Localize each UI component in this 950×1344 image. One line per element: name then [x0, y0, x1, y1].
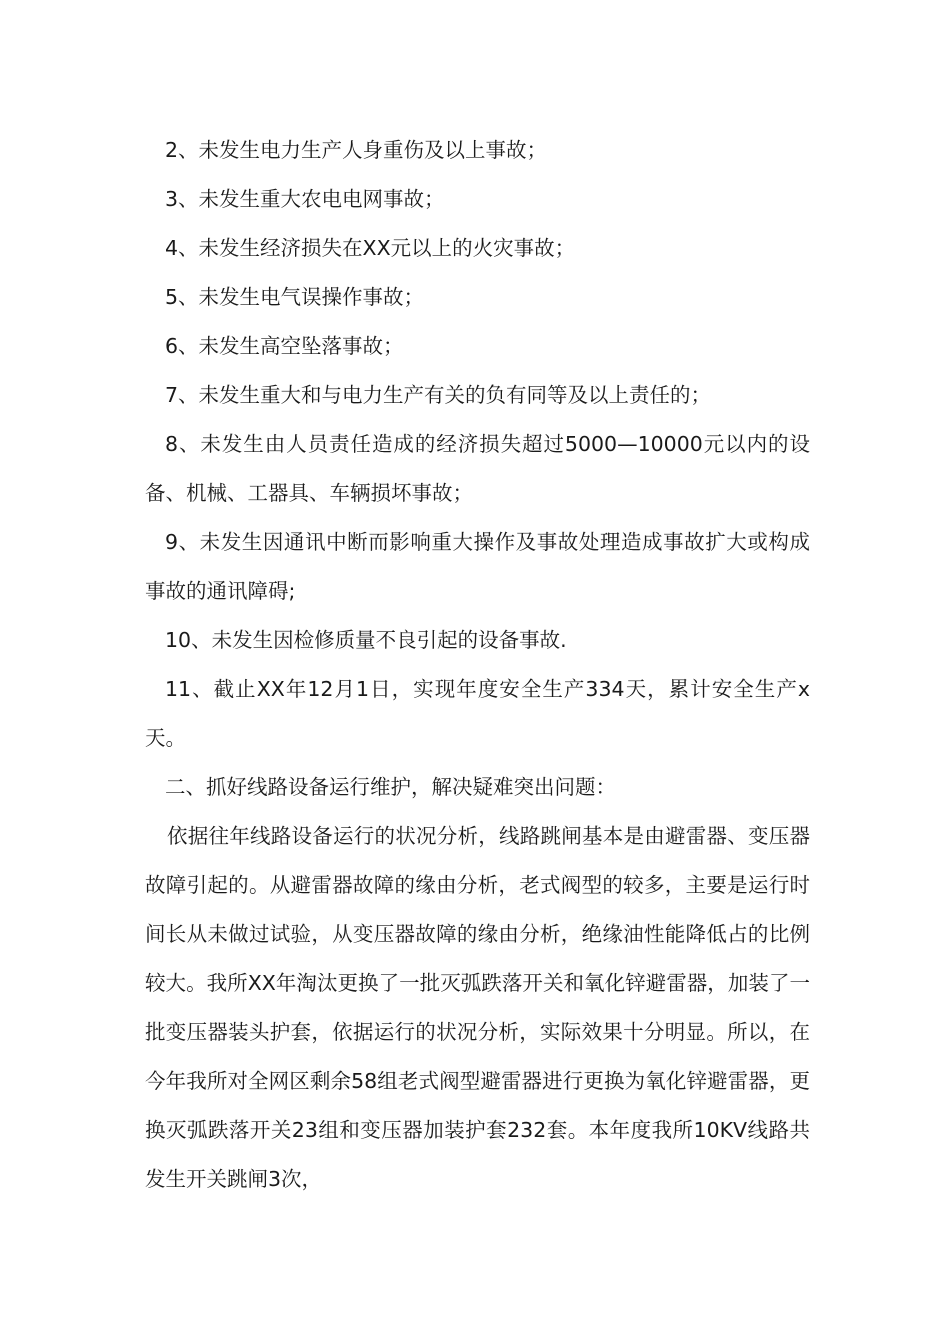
paragraph-item-3: 3、未发生重大农电电网事故；	[165, 187, 445, 211]
section-heading-2: 二、抓好线路设备运行维护，解决疑难突出问题：	[165, 775, 616, 799]
paragraph-item-4: 4、未发生经济损失在XX元以上的火灾事故；	[165, 236, 576, 260]
body-paragraph: 依据往年线路设备运行的状况分析，线路跳闸基本是由避雷器、变压器故障引起的。从避雷器故障的缘由分析，老式阀型的较多，主要是运行时间长从未做过试验，从变压器故障的缘由分析，绝缘油性能降低占的比例较大。我所XX年淘汰更换了一批灭弧跌落开关和氧化锌避雷器，加装了一批变压器装头护套，依据运行的状况分析，实际效果十分明显。所以，在今年我所对全网区剩余58组老式阀型避雷器进行更换为氧化锌避雷器，更换灭弧跌落开关23组和变压器加装护套232套。本年度我所10KV线路共发生开关跳闸3次，	[145, 824, 810, 1191]
paragraph-item-8: 8、未发生由人员责任造成的经济损失超过5000—10000元以内的设备、机械、工器具、车辆损坏事故；	[145, 432, 810, 505]
paragraph-item-9: 9、未发生因通讯中断而影响重大操作及事故处理造成事故扩大或构成事故的通讯障碍;	[145, 530, 810, 603]
paragraph-item-11: 11、截止XX年12月1日，实现年度安全生产334天，累计安全生产x天。	[145, 677, 810, 750]
paragraph-item-2: 2、未发生电力生产人身重伤及以上事故；	[165, 138, 548, 162]
paragraph-item-6: 6、未发生高空坠落事故；	[165, 334, 404, 358]
paragraph-item-7: 7、未发生重大和与电力生产有关的负有同等及以上责任的；	[165, 383, 712, 407]
document-body	[145, 126, 810, 1204]
paragraph-item-5: 5、未发生电气误操作事故；	[165, 285, 425, 309]
paragraph-item-10: 10、未发生因检修质量不良引起的设备事故.	[165, 628, 567, 652]
